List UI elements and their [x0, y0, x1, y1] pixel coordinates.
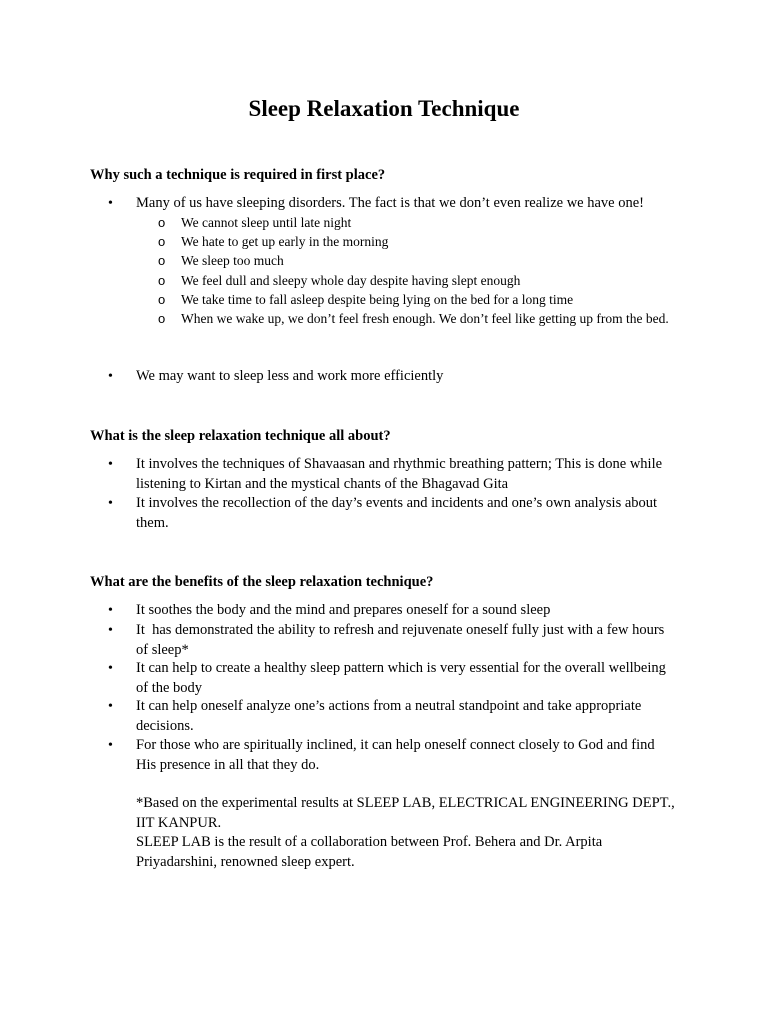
list-item-text: It can help oneself analyze one’s actions from a neutral standpoint and take appropriate decisions. [136, 698, 642, 734]
section-heading-benefits: What are the benefits of the sleep relaxation technique? [90, 574, 434, 590]
bullet-icon: • [108, 661, 113, 676]
circle-bullet-icon: o [158, 253, 166, 268]
list-item-text: Many of us have sleeping disorders. The fact is that we don’t even realize we have one! [136, 195, 644, 211]
circle-bullet-icon: o [158, 311, 166, 326]
list-item-text: We may want to sleep less and work more efficiently [136, 368, 444, 384]
sub-list-item [158, 251, 678, 271]
list-item [108, 621, 678, 660]
bullet-icon: • [108, 496, 113, 511]
list-item [108, 659, 678, 698]
section-heading-about: What is the sleep relaxation technique all about? [90, 428, 391, 444]
list-item [108, 455, 678, 494]
sub-list-item [158, 271, 678, 291]
sub-list-item [158, 290, 678, 310]
sub-list-item-text: We cannot sleep until late night [181, 215, 352, 230]
sub-list-item-text: We sleep too much [181, 253, 284, 268]
sub-list-item [158, 309, 678, 329]
bullet-icon: • [108, 738, 113, 753]
list-item [108, 736, 678, 775]
list-item [108, 697, 678, 736]
page-title: Sleep Relaxation Technique [248, 96, 520, 121]
circle-bullet-icon: o [158, 292, 166, 307]
sub-list-item [158, 213, 678, 233]
circle-bullet-icon: o [158, 215, 166, 230]
list-item-text: For those who are spiritually inclined, it can help oneself connect closely to God and find His presence in all that they do. [136, 737, 655, 773]
list-item [108, 601, 678, 621]
sub-list-item [158, 232, 678, 252]
sub-list-item-text: We feel dull and sleepy whole day despite having slept enough [181, 273, 521, 288]
circle-bullet-icon: o [158, 273, 166, 288]
list-item-text: It involves the recollection of the day’s events and incidents and one’s own analysis about them. [136, 495, 658, 531]
list-item [108, 367, 678, 387]
list-item [108, 194, 678, 214]
list-item [108, 494, 678, 533]
footnote: *Based on the experimental results at SLEEP LAB, ELECTRICAL ENGINEERING DEPT., IIT KANPUR. [136, 795, 675, 831]
sub-list-item-text: We take time to fall asleep despite being lying on the bed for a long time [181, 292, 574, 307]
sub-list-item-text: We hate to get up early in the morning [181, 234, 389, 249]
bullet-icon: • [108, 196, 113, 211]
list-item-text: It involves the techniques of Shavaasan and rhythmic breathing pattern; This is done while listening to Kirtan and the mystical chants of the Bhagavad Gita [136, 456, 663, 492]
sub-list-item-text: When we wake up, we don’t feel fresh enough. We don’t feel like getting up from the bed. [181, 311, 669, 326]
circle-bullet-icon: o [158, 234, 166, 249]
list-item-text: It can help to create a healthy sleep pattern which is very essential for the overall wellbeing of the body [136, 660, 666, 696]
bullet-icon: • [108, 623, 113, 638]
bullet-icon: • [108, 603, 113, 618]
section-heading-why: Why such a technique is required in first place? [90, 167, 386, 183]
bullet-icon: • [108, 369, 113, 384]
list-item-text: It has demonstrated the ability to refresh and rejuvenate oneself fully just with a few hours of sleep* [136, 622, 668, 658]
bullet-icon: • [108, 457, 113, 472]
list-item-text: It soothes the body and the mind and prepares oneself for a sound sleep [136, 602, 551, 618]
sleep-lab-note: SLEEP LAB is the result of a collaboration between Prof. Behera and Dr. Arpita Priyadarshini, renowned sleep expert. [136, 834, 603, 870]
bullet-icon: • [108, 699, 113, 714]
